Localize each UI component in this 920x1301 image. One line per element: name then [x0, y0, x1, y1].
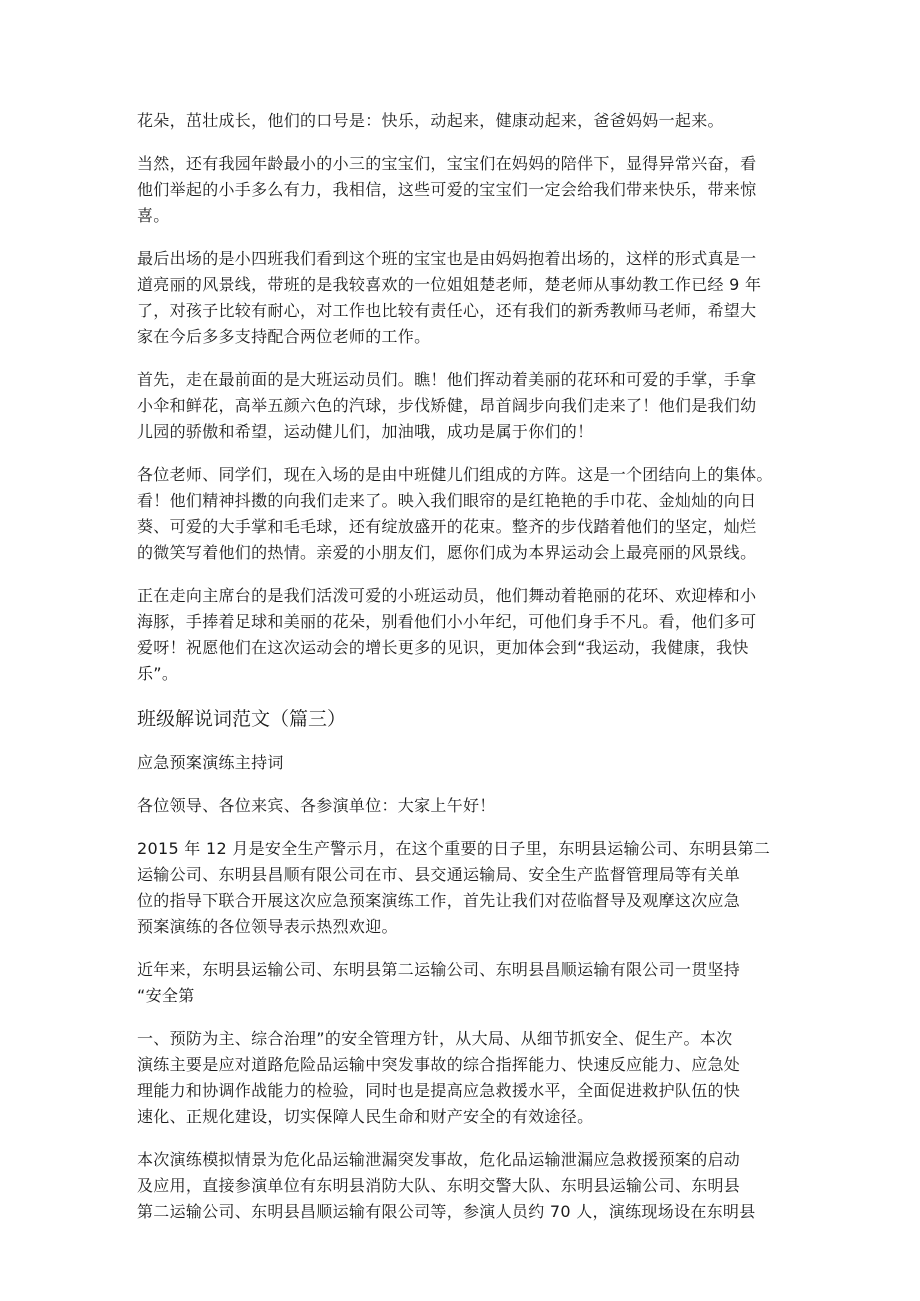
paragraph-line: 预案演练的各位领导表示热烈欢迎。 [137, 917, 398, 936]
document-page [137, 108, 787, 1242]
paragraph [137, 836, 787, 940]
paragraph-line: 乐”。 [137, 664, 179, 683]
paragraph-line: 的微笑写着他们的热情。亲爱的小朋友们，愿你们成为本界运动会上最亮丽的风景线。 [137, 543, 757, 562]
paragraph [137, 367, 787, 445]
paragraph-line: 演练主要是应对道路危险品运输中突发事故的综合指挥能力、快速反应能力、应急处 [137, 1055, 741, 1074]
paragraph-line: 应急预案演练主持词 [137, 753, 284, 772]
paragraph-group-top [137, 108, 787, 687]
paragraph [137, 1026, 787, 1130]
paragraph-line: 近年来，东明县运输公司、东明县第二运输公司、东明县昌顺运输有限公司一贯坚持 [137, 960, 741, 979]
paragraph-line: 运输公司、东明县昌顺有限公司在市、县交通运输局、安全生产监督管理局等有关单 [137, 865, 741, 884]
paragraph [137, 957, 787, 1009]
paragraph-line: 当然，还有我园年龄最小的小三的宝宝们，宝宝们在妈妈的陪伴下，显得异常兴奋，看 [137, 154, 757, 173]
paragraph-line: 看！他们精神抖擞的向我们走来了。映入我们眼帘的是红艳艳的手巾花、金灿灿的向日 [137, 491, 757, 510]
paragraph [137, 750, 787, 776]
paragraph-line: 正在走向主席台的是我们活泼可爱的小班运动员，他们舞动着艳丽的花环、欢迎棒和小 [137, 586, 757, 605]
paragraph-line: 花朵，茁壮成长，他们的口号是：快乐，动起来，健康动起来，爸爸妈妈一起来。 [137, 111, 724, 130]
paragraph-line: 速化、正规化建设，切实保障人民生命和财产安全的有效途径。 [137, 1107, 594, 1126]
paragraph-line: 小伞和鲜花，高举五颜六色的汽球，步伐矫健，昂首阔步向我们走来了！他们是我们幼 [137, 396, 757, 415]
paragraph-line: 一、预防为主、综合治理”的安全管理方针，从大局、从细节抓安全、促生产。本次 [137, 1029, 733, 1048]
paragraph-line: 位的指导下联合开展这次应急预案演练工作，首先让我们对莅临督导及观摩这次应急 [137, 891, 741, 910]
paragraph-line: 最后出场的是小四班我们看到这个班的宝宝也是由妈妈抱着出场的，这样的形式真是一 [137, 249, 757, 268]
paragraph-line: 儿园的骄傲和希望，运动健儿们，加油哦，成功是属于你们的！ [137, 422, 594, 441]
paragraph [137, 246, 787, 350]
paragraph [137, 1147, 787, 1225]
paragraph-line: 及应用，直接参演单位有东明县消防大队、东明交警大队、东明县运输公司、东明县 [137, 1176, 741, 1195]
paragraph [137, 462, 787, 566]
paragraph-group-bottom [137, 750, 787, 1225]
paragraph-line: 爱呀！祝愿他们在这次运动会的增长更多的见识，更加体会到“我运动，我健康，我快 [137, 638, 749, 657]
paragraph [137, 583, 787, 687]
paragraph-line: 海豚，手捧着足球和美丽的花朵，别看他们小小年纪，可他们身手不凡。看，他们多可 [137, 612, 757, 631]
paragraph [137, 151, 787, 229]
paragraph-line: 本次演练模拟情景为危化品运输泄漏突发事故，危化品运输泄漏应急救援预案的启动 [137, 1150, 741, 1169]
paragraph-line: 葵、可爱的大手掌和毛毛球，还有绽放盛开的花束。整齐的步伐踏着他们的坚定，灿烂 [137, 517, 757, 536]
paragraph-line: 了，对孩子比较有耐心，对工作也比较有责任心，还有我们的新秀教师马老师，希望大 [137, 301, 757, 320]
paragraph-line: 家在今后多多支持配合两位老师的工作。 [137, 327, 431, 346]
paragraph-line: 第二运输公司、东明县昌顺运输有限公司等，参演人员约 70 人，演练现场设在东明县 [137, 1202, 756, 1221]
paragraph-line: 道亮丽的风景线，带班的是我较喜欢的一位姐姐楚老师，楚老师从事幼教工作已经 9 年 [137, 275, 762, 294]
paragraph-line: “安全第 [137, 986, 195, 1005]
paragraph-line: 各位老师、同学们，现在入场的是由中班健儿们组成的方阵。这是一个团结向上的集体。 [137, 465, 773, 484]
paragraph-line: 喜。 [137, 206, 170, 225]
paragraph-line: 2015 年 12 月是安全生产警示月，在这个重要的日子里，东明县运输公司、东明县第二 [137, 839, 771, 858]
paragraph-line: 理能力和协调作战能力的检验，同时也是提高应急救援水平，全面促进救护队伍的快 [137, 1081, 741, 1100]
paragraph [137, 108, 787, 134]
section-heading: 班级解说词范文（篇三） [137, 708, 347, 730]
paragraph-line: 他们举起的小手多么有力，我相信，这些可爱的宝宝们一定会给我们带来快乐，带来惊 [137, 180, 757, 199]
paragraph [137, 793, 787, 819]
paragraph-line: 首先，走在最前面的是大班运动员们。瞧！他们挥动着美丽的花环和可爱的手掌，手拿 [137, 370, 757, 389]
paragraph-line: 各位领导、各位来宾、各参演单位：大家上午好！ [137, 796, 496, 815]
